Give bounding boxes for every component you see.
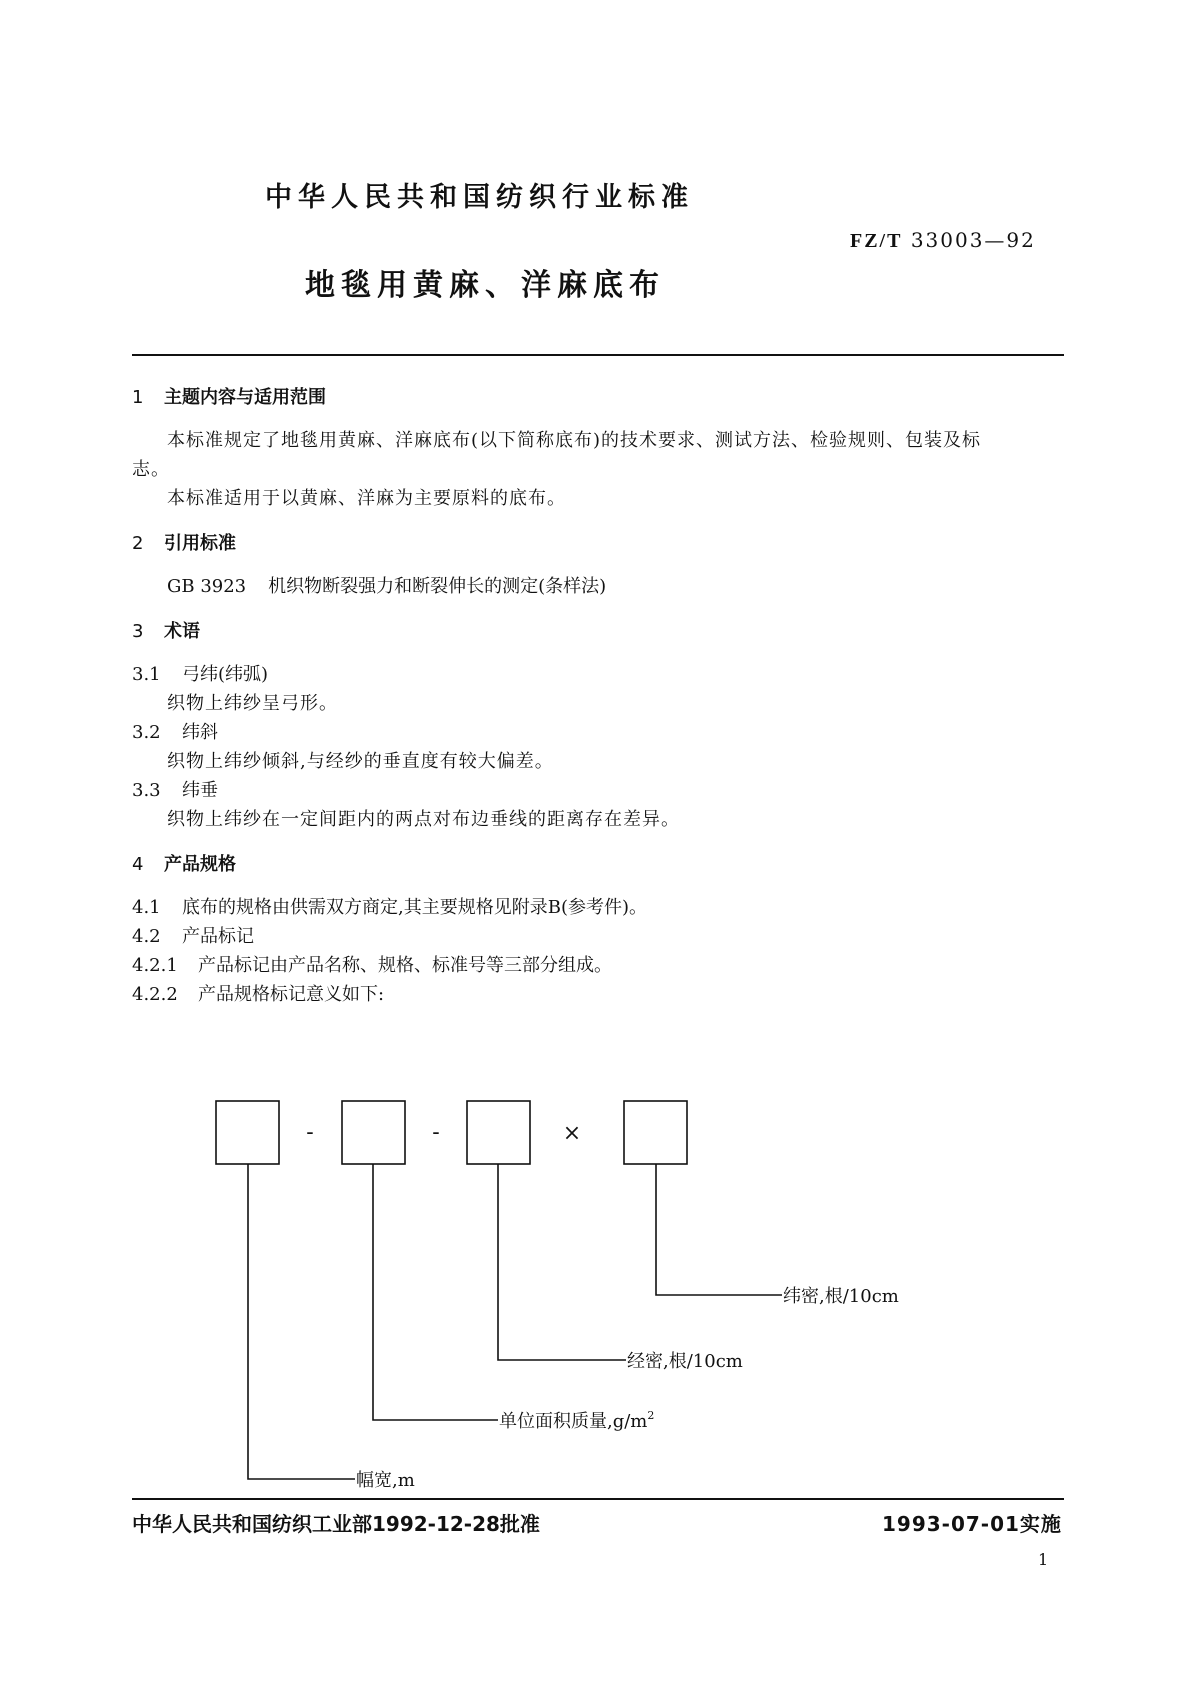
term-number: 3.3 bbox=[132, 780, 161, 801]
section-title: 术语 bbox=[164, 621, 200, 642]
section-title: 主题内容与适用范围 bbox=[164, 387, 326, 408]
section-number: 1 bbox=[132, 387, 144, 408]
clause-text: 产品标记 bbox=[182, 926, 254, 947]
term-name: 纬垂 bbox=[182, 780, 218, 801]
clause-number: 4.1 bbox=[132, 897, 161, 918]
section-number: 2 bbox=[132, 533, 144, 554]
effective-date: 1993-07-01实施 bbox=[882, 1512, 1062, 1536]
section-number: 3 bbox=[132, 621, 144, 642]
page-number: 1 bbox=[1038, 1550, 1049, 1569]
term-name: 纬斜 bbox=[182, 722, 218, 743]
section-title: 产品规格 bbox=[164, 854, 236, 875]
document-title: 地毯用黄麻、洋麻底布 bbox=[305, 268, 665, 303]
issuing-organization: 中华人民共和国纺织行业标准 bbox=[265, 182, 694, 213]
leader-line-mass bbox=[373, 1164, 498, 1420]
separator-3: × bbox=[562, 1121, 582, 1146]
section-title: 引用标准 bbox=[164, 533, 236, 554]
reference-code: GB 3923 bbox=[167, 576, 247, 597]
leader-line-width bbox=[248, 1164, 355, 1479]
leader-line-weft bbox=[656, 1164, 782, 1295]
field-box-width bbox=[216, 1101, 279, 1164]
field-box-weft bbox=[624, 1101, 687, 1164]
field-box-warp bbox=[467, 1101, 530, 1164]
field-box-mass bbox=[342, 1101, 405, 1164]
standard-code-prefix: FZ/T bbox=[850, 230, 903, 252]
separator-2: - bbox=[432, 1120, 440, 1145]
clause-text: 底布的规格由供需双方商定,其主要规格见附录B(参考件)。 bbox=[182, 897, 647, 918]
label-warp-density: 经密,根/10cm bbox=[627, 1351, 743, 1372]
separator-1: - bbox=[306, 1120, 314, 1145]
section-1-para-1-line-1: 本标准规定了地毯用黄麻、洋麻底布(以下简称底布)的技术要求、测试方法、检验规则、包装及标 bbox=[167, 430, 982, 451]
label-width: 幅宽,m bbox=[356, 1470, 415, 1491]
label-mass-per-area bbox=[499, 1409, 654, 1432]
clause-number: 4.2 bbox=[132, 926, 161, 947]
clause-number: 4.2.1 bbox=[132, 955, 178, 976]
leader-line-warp bbox=[498, 1164, 626, 1360]
term-number: 3.2 bbox=[132, 722, 161, 743]
standard-code-number: 33003—92 bbox=[910, 228, 1036, 252]
label-mass-superscript: 2 bbox=[647, 1409, 655, 1422]
term-3-3-definition: 织物上纬纱在一定间距内的两点对布边垂线的距离存在差异。 bbox=[167, 809, 680, 830]
reference-title: 机织物断裂强力和断裂伸长的测定(条样法) bbox=[268, 576, 607, 597]
section-1-para-1-line-2: 志。 bbox=[132, 459, 170, 480]
term-number: 3.1 bbox=[132, 664, 161, 685]
label-mass-text: 单位面积质量,g/m bbox=[499, 1411, 648, 1432]
section-number: 4 bbox=[132, 854, 144, 875]
clause-number: 4.2.2 bbox=[132, 984, 178, 1005]
term-name: 弓纬(纬弧) bbox=[182, 664, 269, 685]
clause-text: 产品规格标记意义如下: bbox=[198, 984, 385, 1005]
term-3-1-definition: 织物上纬纱呈弓形。 bbox=[167, 693, 338, 714]
footer-divider bbox=[132, 1498, 1064, 1500]
section-1-para-2: 本标准适用于以黄麻、洋麻为主要原料的底布。 bbox=[167, 488, 566, 509]
label-weft-density: 纬密,根/10cm bbox=[783, 1286, 899, 1307]
approval-statement: 中华人民共和国纺织工业部1992-12-28批准 bbox=[132, 1512, 540, 1536]
clause-text: 产品标记由产品名称、规格、标准号等三部分组成。 bbox=[198, 955, 612, 976]
term-3-2-definition: 织物上纬纱倾斜,与经纱的垂直度有较大偏差。 bbox=[167, 751, 554, 772]
